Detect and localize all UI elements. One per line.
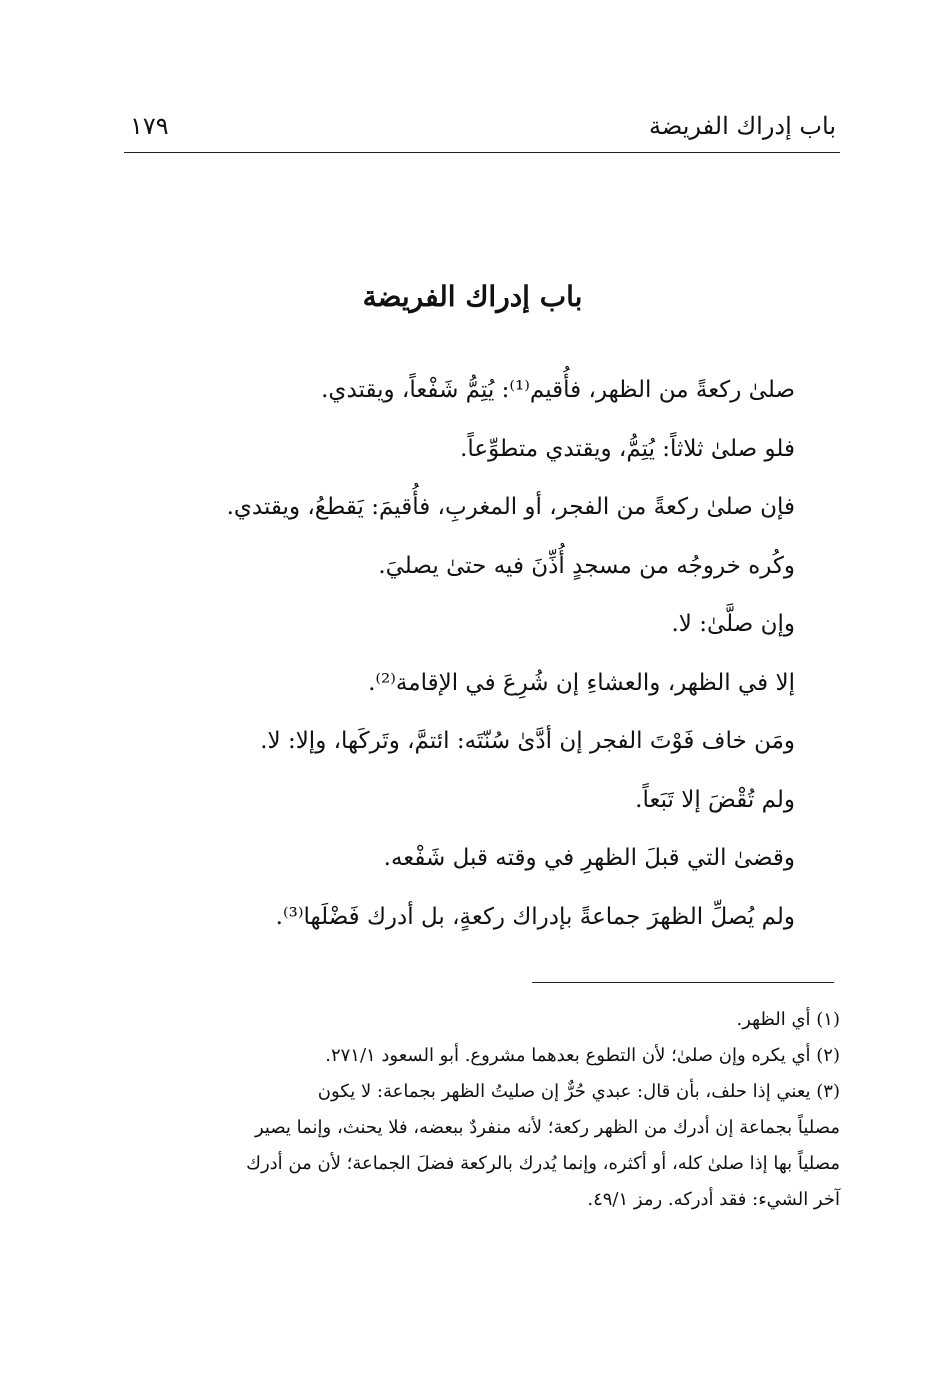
footnote-divider [532, 982, 834, 983]
body-line: فلو صلىٰ ثلاثاً: يُتِمُّ، ويقتدي متطوِّعاً. [460, 435, 795, 462]
footnote-3-line: آخر الشيء: فقد أدركه. رمز ٤٩/١. [587, 1189, 840, 1210]
footnote-2: (٢) أي يكره وإن صلىٰ؛ لأن التطوع بعدهما مشروع. أبو السعود ٢٧١/١. [325, 1045, 840, 1066]
body-line: صلىٰ ركعةً من الظهر، فأُقيم⁽¹⁾: يُتِمُّ شَفْعاً، ويقتدي. [321, 377, 795, 403]
body-text [145, 370, 795, 955]
footnotes [130, 1002, 840, 1218]
body-line: ولم يُصلِّ الظهرَ جماعةً بإدراك ركعةٍ، بل أدرك فَضْلَها⁽³⁾. [275, 903, 795, 930]
body-line: وإن صلَّىٰ: لا. [671, 611, 795, 637]
running-header [124, 112, 840, 153]
footnote-3-line: (٣) يعني إذا حلف، بأن قال: عبدي حُرٌّ إن صليتُ الظهر بجماعة: لا يكون [317, 1081, 840, 1102]
body-line: ومَن خاف فَوْتَ الفجر إن أدَّىٰ سُنّتَه: ائتمَّ، وتَركَها، وإلا: لا. [260, 728, 795, 754]
body-line: وقضىٰ التي قبلَ الظهرِ في وقته قبل شَفْعه. [383, 845, 795, 871]
page-number: ١٧٩ [130, 112, 169, 140]
footnote-3-line: مصلياً بها إذا صلىٰ كله، أو أكثره، وإنما يُدرك بالركعة فضلَ الجماعة؛ لأن من أدرك [246, 1153, 840, 1174]
chapter-title: باب إدراك الفريضة [362, 280, 583, 313]
running-header-title: باب إدراك الفريضة [649, 112, 836, 140]
footnote-3-line: مصلياً بجماعة إن أدرك من الظهر ركعة؛ لأنه منفردٌ ببعضه، فلا يحنث، وإنما يصير [254, 1117, 840, 1138]
body-line: ولم تُقْضَ إلا تَبَعاً. [635, 786, 795, 813]
body-line: وكُره خروجُه من مسجدٍ أُذِّنَ فيه حتىٰ يصليَ. [378, 552, 795, 579]
body-line: إلا في الظهر، والعشاءِ إن شُرِعَ في الإقامة⁽²⁾. [368, 669, 795, 696]
body-line: فإن صلىٰ ركعةً من الفجر، أو المغربِ، فأُقيمَ: يَقطعُ، ويقتدي. [226, 494, 795, 520]
footnote-1: (١) أي الظهر. [736, 1009, 840, 1030]
